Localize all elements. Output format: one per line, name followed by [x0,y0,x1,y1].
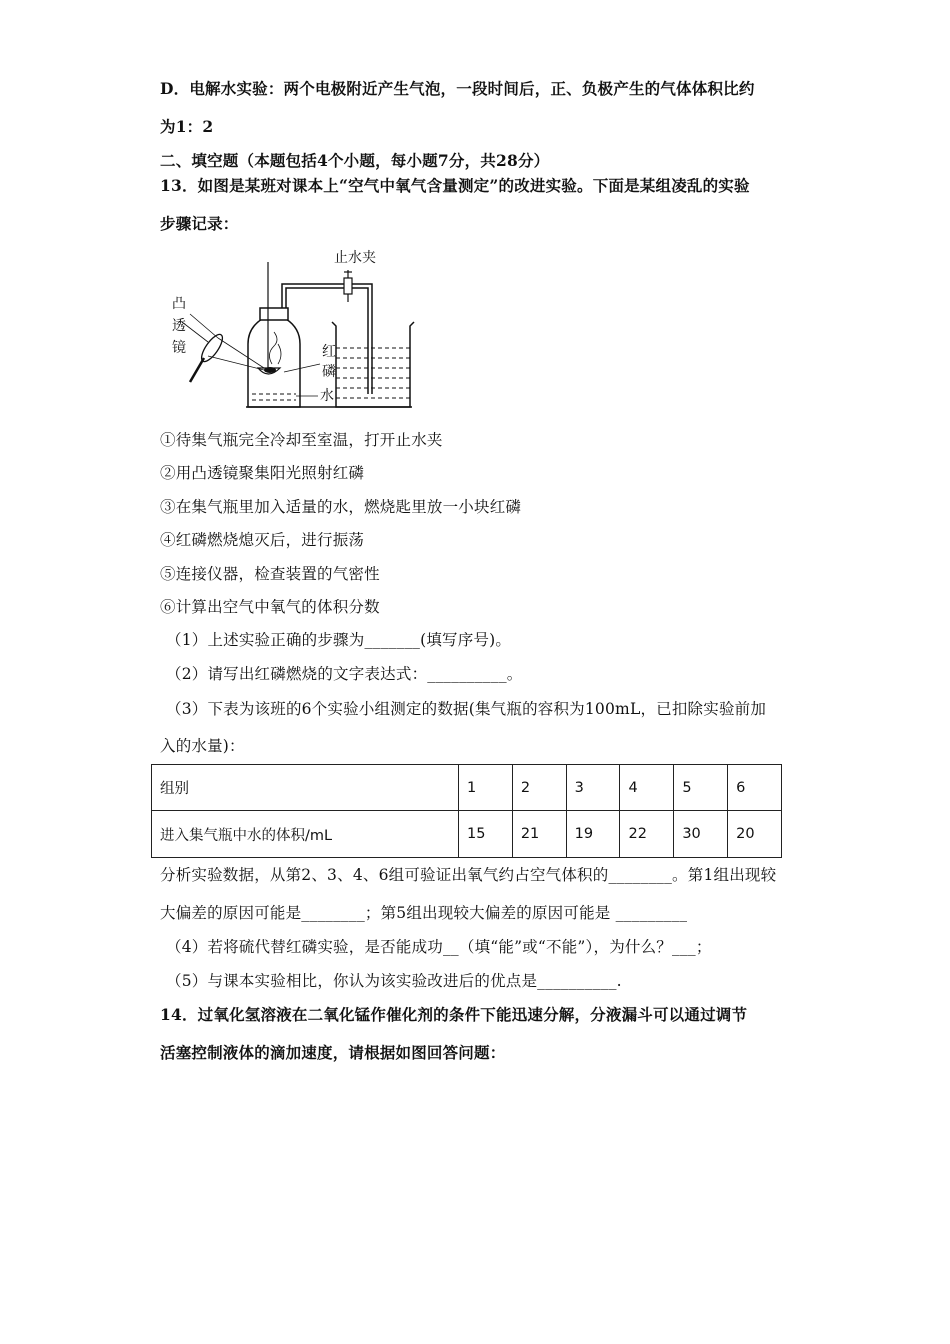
clamp-label: 止水夹 [334,250,376,266]
step-6: ⑥计算出空气中氧气的体积分数 [160,598,380,616]
step-4: ④红磷燃烧熄灭后，进行振荡 [160,531,365,549]
bottle-stopper [260,308,288,320]
step-2: ②用凸透镜聚集阳光照射红磷 [160,464,365,482]
beaker [332,322,414,407]
q13-text-2: 步骤记录： [160,214,239,233]
table-cell: 2 [512,765,566,811]
table-cell: 19 [566,811,620,858]
table-header-label: 组别 [152,765,459,811]
table-cell: 15 [459,811,513,858]
data-table [151,764,782,858]
analysis-line-1: 分析实验数据，从第2、3、4、6组可验证出氧气约占空气体积的________。第1组出现较 [160,866,777,884]
q13-text-1: 13．如图是某班对课本上“空气中氧气含量测定”的改进实验。下面是某组凌乱的实验 [160,176,750,195]
table-cell: 3 [566,765,620,811]
lens-label-1: 凸 [172,296,186,312]
table-row [152,765,782,811]
table-cell: 4 [620,765,674,811]
d-option-line-2: 为1：2 [160,117,214,136]
question-4: （4）若将硫代替红磷实验，是否能成功__（填“能”或“不能”），为什么？___； [166,938,712,956]
table-cell: 30 [674,811,728,858]
lens-label-2: 透 [172,318,186,334]
step-1: ①待集气瓶完全冷却至室温，打开止水夹 [160,431,443,449]
d-option-line-1: D．电解水实验：两个电极附近产生气泡，一段时间后，正、负极产生的气体体积比约 [160,79,755,98]
q14-text-1: 14．过氧化氢溶液在二氧化锰作催化剂的条件下能迅速分解，分液漏斗可以通过调节 [160,1005,748,1024]
apparatus-figure [160,244,420,414]
question-5: （5）与课本实验相比，你认为该实验改进后的优点是__________. [166,972,622,990]
table-cell: 20 [728,811,782,858]
question-3-line-1: （3）下表为该班的6个实验小组测定的数据(集气瓶的容积为100mL，已扣除实验前加 [166,700,767,718]
step-5: ⑤连接仪器，检查装置的气密性 [160,565,380,583]
water-label: 水 [320,388,334,404]
table-cell: 22 [620,811,674,858]
question-2: （2）请写出红磷燃烧的文字表达式：__________。 [166,665,523,683]
q14-text-2: 活塞控制液体的滴加速度，请根据如图回答问题： [160,1043,506,1062]
phosphorus-label-2: 磷 [322,364,336,380]
question-1: （1）上述实验正确的步骤为_______(填写序号)。 [166,631,512,649]
lens-label-3: 镜 [172,340,186,356]
table-row [152,811,782,858]
section-heading: 二、填空题（本题包括4个小题，每小题7分，共28分） [160,151,550,170]
table-cell: 1 [459,765,513,811]
phosphorus-label-1: 红 [322,344,336,360]
water-clamp [344,278,352,294]
table-cell: 6 [728,765,782,811]
table-cell: 21 [512,811,566,858]
question-3-line-2: 入的水量)： [160,737,245,755]
table-row-label: 进入集气瓶中水的体积/mL [152,811,459,858]
step-3: ③在集气瓶里加入适量的水，燃烧匙里放一小块红磷 [160,498,522,516]
table-cell: 5 [674,765,728,811]
analysis-line-2: 大偏差的原因可能是________；第5组出现较大偏差的原因可能是 _________ [160,904,688,922]
